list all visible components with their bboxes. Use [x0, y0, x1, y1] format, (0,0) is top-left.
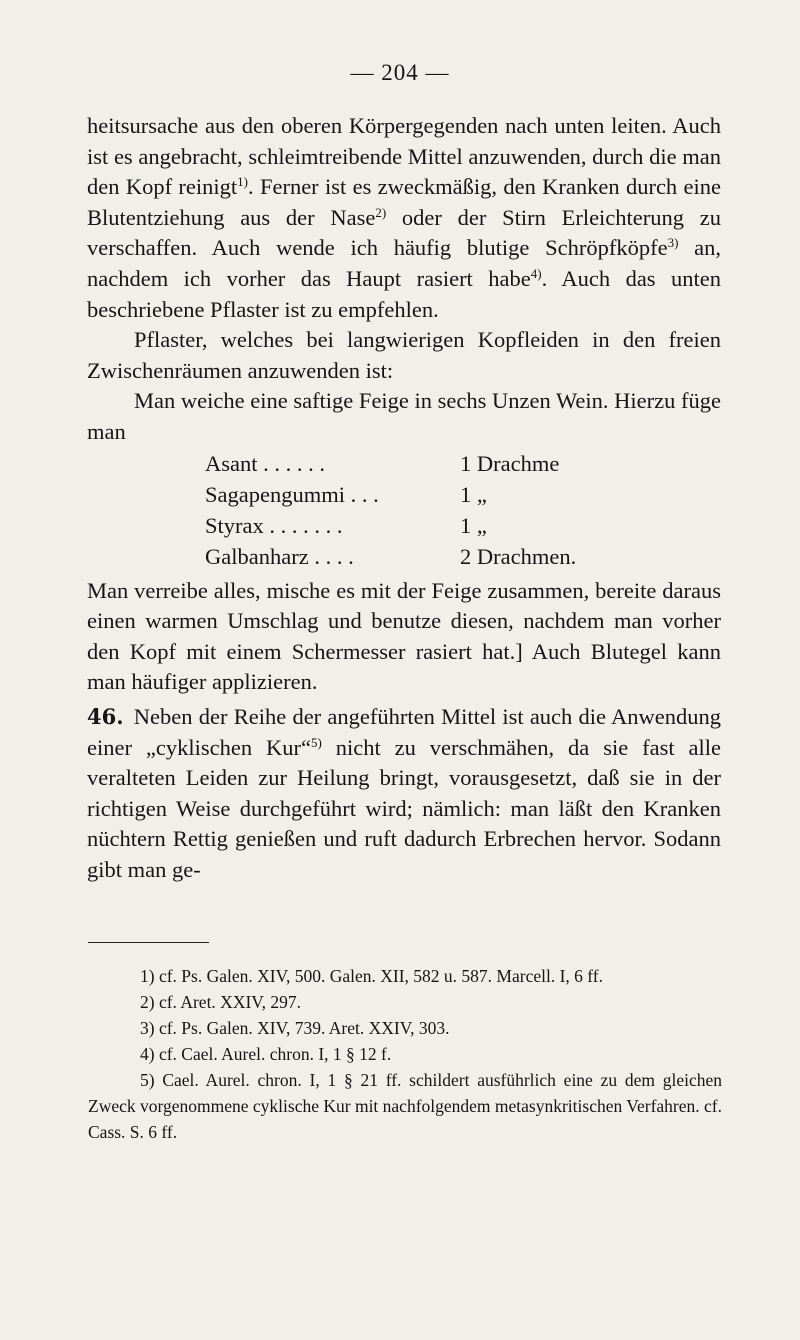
main-text [87, 111, 721, 885]
text-run: an, nachdem ich vorher das Haupt rasiert habe [87, 235, 721, 291]
paragraph-section-46 [87, 702, 721, 886]
footnote: 1) cf. Ps. Galen. XIV, 500. Galen. XII, 582 u. 587. Marcell. I, 6 ff. [140, 966, 604, 986]
recipe-ingredient: Sagapengummi . . . [205, 481, 379, 507]
recipe-ingredient: Galbanharz . . . . [205, 543, 354, 569]
footnotes [88, 963, 722, 1145]
footnote-ref: 4) [530, 265, 542, 281]
text-run: Neben der Reihe der angeführten Mittel ist auch die Anwendung einer „cyklischen Kur“ [87, 703, 722, 760]
recipe-ingredient: Styrax . . . . . . . [205, 512, 343, 538]
recipe-row [205, 448, 625, 479]
recipe-quantity: 1 Drachme [460, 450, 560, 476]
recipe-quantity: 2 Drachmen. [460, 543, 577, 569]
footnote: 4) cf. Cael. Aurel. chron. I, 1 § 12 f. [140, 1044, 392, 1064]
recipe-quantity: 1 „ [460, 512, 487, 538]
footnote: 2) cf. Aret. XXIV, 297. [140, 992, 302, 1012]
footnote: 3) cf. Ps. Galen. XIV, 739. Aret. XXIV, 303. [140, 1018, 450, 1038]
recipe-quantity: 1 „ [460, 481, 487, 507]
recipe-row [205, 510, 625, 541]
text-run: oder der Stirn Erleichterung zu verschaffen. Auch wende ich häufig blutige Schröpfköpfe [87, 204, 721, 261]
page-number: — 204 — [350, 60, 450, 85]
footnote: 5) Cael. Aurel. chron. I, 1 § 21 ff. schildert ausführlich eine zu dem gleichen Zweck vorgenommene cyklische Kur mit nachfolgendem metasynkritischen Verfahren. cf. Cass. S. 6 ff. [88, 1070, 722, 1142]
text-run: nicht zu verschmähen, da sie fast alle veralteten Leiden zur Heilung bringt, vorausgesetzt, daß sie in der richtigen Weise durchgeführt wird; nämlich: man läßt den Kranken nüchtern Rettig genießen und ruft dadurch Erbrechen hervor. Sodann gibt man ge- [87, 734, 721, 882]
recipe-row [205, 479, 625, 510]
footnote-ref: 3) [667, 235, 679, 251]
paragraph-application: Man verreibe alles, mische es mit der Feige zusammen, bereite daraus einen warmen Umschlag und benutze diesen, nachdem man vorher den Kopf mit einem Schermesser rasiert hat.] Auch Blutegel kann man häufiger applizieren. [87, 577, 721, 695]
text-run: . Ferner ist es zweckmäßig, den Kranken durch eine Blutentziehung aus der Nase [87, 174, 721, 230]
footnote-ref: 2) [375, 204, 387, 220]
recipe-ingredient: Asant . . . . . . [205, 450, 325, 476]
text-run: heitsursache aus den oberen Körpergegenden nach unten leiten. Auch ist es angebracht, schleimtreibende Mittel anzuwenden, durch die man den Kopf reinigt [87, 113, 721, 200]
recipe-list [205, 448, 625, 572]
footnote-ref: 1) [237, 174, 248, 190]
footnote-separator [88, 942, 209, 943]
section-number: 46. [87, 703, 124, 729]
text-run: . Auch das unten beschriebene Pflaster ist zu empfehlen. [87, 265, 721, 322]
paragraph-plaster-heading: Pflaster, welches bei langwierigen Kopfleiden in den freien Zwischenräumen anzuwenden ist: [87, 327, 721, 383]
paragraph-fig-preparation: Man weiche eine saftige Feige in sechs Unzen Wein. Hierzu füge man [87, 388, 721, 444]
recipe-row [205, 541, 625, 572]
paragraph-remedies [87, 111, 721, 325]
footnote-ref: 5) [310, 734, 322, 750]
